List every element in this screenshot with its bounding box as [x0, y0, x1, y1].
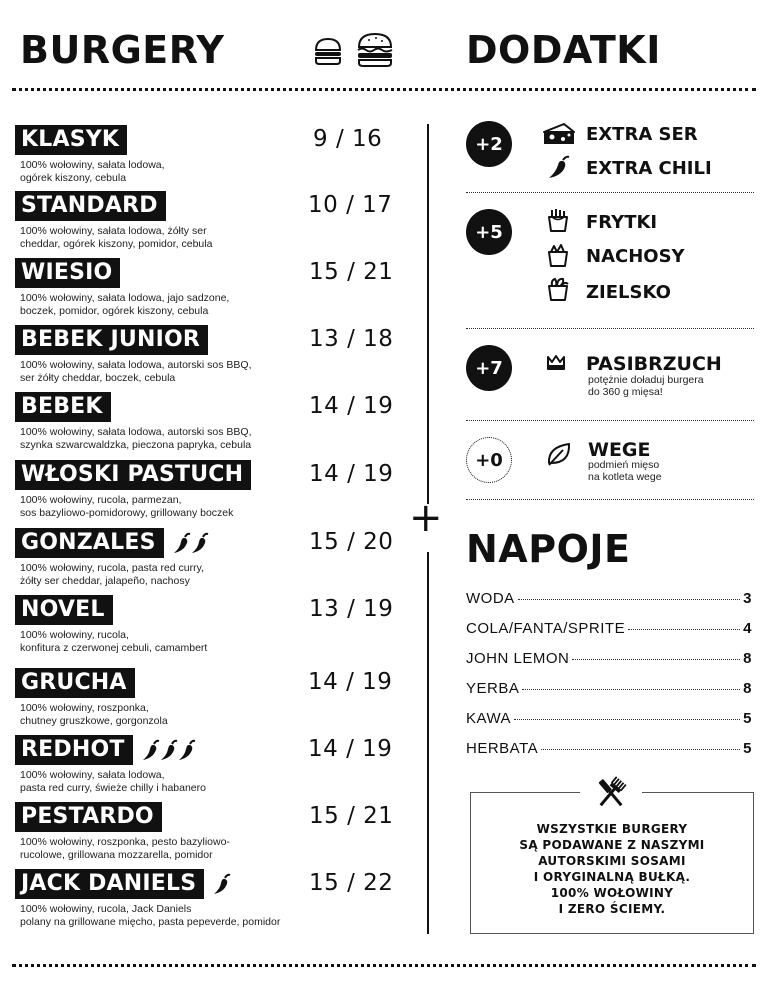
- drink-price: 4: [743, 620, 752, 637]
- drink-price: 8: [743, 680, 752, 697]
- burger-name: KLASYK: [15, 125, 127, 155]
- burgers-heading: BURGERY: [20, 28, 225, 72]
- drink-price: 5: [743, 740, 752, 757]
- chili-icon: [190, 532, 210, 559]
- burger-name: JACK DANIELS: [15, 869, 204, 899]
- extras-divider: [466, 192, 754, 193]
- cutlery-icon: [580, 774, 642, 812]
- burger-price: 15 / 22: [309, 870, 394, 896]
- extra-item-name: ZIELSKO: [586, 282, 671, 303]
- extra-item-name: EXTRA SER: [586, 124, 698, 145]
- extras-divider: [466, 328, 754, 329]
- burger-description: 100% wołowiny, roszponka, chutney gruszkowe, gorgonzola: [20, 702, 168, 727]
- extras-divider: [466, 420, 754, 421]
- burger-price: 13 / 18: [309, 326, 394, 352]
- burger-price: 9 / 16: [313, 126, 383, 152]
- drink-row: [466, 650, 752, 667]
- chili-rating: [212, 873, 230, 900]
- extra-item-name: NACHOSY: [586, 246, 685, 267]
- burger-name: GONZALES: [15, 528, 164, 558]
- burger-description: 100% wołowiny, roszponka, pesto bazyliowo- rucolowe, grillowana mozzarella, pomidor: [20, 836, 230, 861]
- extra-item-description: podmień mięso na kotleta wege: [588, 459, 662, 483]
- burger-small-icon: [313, 36, 343, 66]
- burger-price: 15 / 20: [309, 529, 394, 555]
- drink-name: KAWA: [466, 710, 512, 727]
- chili-icon: [212, 873, 232, 900]
- chili-rating: [172, 532, 208, 559]
- dotted-leader: [518, 599, 740, 600]
- extra-item-name: FRYTKI: [586, 212, 658, 233]
- burger-name: NOVEL: [15, 595, 113, 625]
- burger-big-icon: [356, 32, 394, 68]
- burger-price: 13 / 19: [309, 596, 394, 622]
- drink-price: 5: [743, 710, 752, 727]
- extra-price-badge: +5: [466, 209, 512, 255]
- burger-description: 100% wołowiny, rucola, parmezan, sos bazyliowo-pomidorowy, grillowany boczek: [20, 494, 234, 519]
- drink-row: [466, 680, 752, 697]
- burger-description: 100% wołowiny, rucola, pasta red curry, żółty ser cheddar, jalapeño, nachosy: [20, 562, 205, 587]
- column-divider-top: [427, 124, 429, 504]
- note-text: WSZYSTKIE BURGERY SĄ PODAWANE Z NASZYMI AUTORSKIMI SOSAMI I ORYGINALNĄ BUŁKĄ. 100% WOŁOWINY I ZERO ŚCIEMY.: [519, 822, 705, 916]
- drink-row: [466, 590, 752, 607]
- burger-description: 100% wołowiny, sałata lodowa, pasta red curry, świeże chilly i habanero: [20, 769, 206, 794]
- burger-description: 100% wołowiny, rucola, Jack Daniels polany na grillowane mięcho, pasta pepeverde, pomidor: [20, 903, 281, 928]
- burger-name: GRUCHA: [15, 668, 135, 698]
- burger-name: PESTARDO: [15, 802, 162, 832]
- plus-sign: +: [409, 495, 443, 541]
- burger-price: 10 / 17: [308, 192, 393, 218]
- crown-icon: [546, 353, 566, 371]
- burger-price: 15 / 21: [309, 803, 394, 829]
- extra-item-name: EXTRA CHILI: [586, 158, 712, 179]
- nachos-icon: [545, 242, 571, 268]
- burger-price: 14 / 19: [309, 393, 394, 419]
- extra-price-badge: +7: [466, 345, 512, 391]
- burger-price: 15 / 21: [309, 259, 394, 285]
- dotted-leader: [572, 659, 740, 660]
- burger-name: WŁOSKI PASTUCH: [15, 460, 251, 490]
- burger-price: 14 / 19: [309, 461, 394, 487]
- top-divider: [12, 88, 756, 91]
- burger-name: REDHOT: [15, 735, 133, 765]
- chili-icon: [172, 532, 192, 559]
- burger-price: 14 / 19: [308, 736, 393, 762]
- drink-row: [466, 620, 752, 637]
- extra-item-name: PASIBRZUCH: [586, 353, 722, 375]
- salad-icon: [545, 276, 571, 302]
- drinks-heading: NAPOJE: [466, 527, 631, 571]
- drink-row: [466, 740, 752, 757]
- burger-name: BEBEK: [15, 392, 111, 422]
- extra-price-badge: +0: [466, 437, 512, 483]
- burger-description: 100% wołowiny, sałata lodowa, autorski sos BBQ, szynka szwarcwaldzka, pieczona papryka, cebula: [20, 426, 252, 451]
- fries-icon: [545, 207, 571, 233]
- column-divider-bottom: [427, 552, 429, 934]
- drink-name: JOHN LEMON: [466, 650, 570, 667]
- drink-name: YERBA: [466, 680, 520, 697]
- extra-price-badge: +2: [466, 121, 512, 167]
- bottom-divider: [12, 964, 756, 967]
- drink-row: [466, 710, 752, 727]
- drink-price: 8: [743, 650, 752, 667]
- burger-description: 100% wołowiny, rucola, konfitura z czerwonej cebuli, camambert: [20, 629, 208, 654]
- dotted-leader: [541, 749, 740, 750]
- burger-name: STANDARD: [15, 191, 166, 221]
- extra-item-description: potężnie doładuj burgera do 360 g mięsa!: [588, 374, 704, 398]
- drink-name: HERBATA: [466, 740, 539, 757]
- note-box: [470, 792, 754, 934]
- drink-price: 3: [743, 590, 752, 607]
- burger-price: 14 / 19: [308, 669, 393, 695]
- dotted-leader: [628, 629, 740, 630]
- burger-name: WIESIO: [15, 258, 120, 288]
- drink-name: COLA/FANTA/SPRITE: [466, 620, 626, 637]
- dotted-leader: [514, 719, 740, 720]
- burger-name: BEBEK JUNIOR: [15, 325, 208, 355]
- leaf-icon: [545, 441, 573, 467]
- dotted-leader: [522, 689, 740, 690]
- chili-rating: [141, 739, 195, 766]
- burger-description: 100% wołowiny, sałata lodowa, autorski sos BBQ, ser żółty cheddar, boczek, cebula: [20, 359, 252, 384]
- chili-icon: [159, 739, 179, 766]
- burger-description: 100% wołowiny, sałata lodowa, jajo sadzone, boczek, pomidor, ogórek kiszony, cebula: [20, 292, 230, 317]
- burger-description: 100% wołowiny, sałata lodowa, ogórek kiszony, cebula: [20, 159, 165, 184]
- chili-icon: [177, 739, 197, 766]
- chili-icon: [141, 739, 161, 766]
- extras-heading: DODATKI: [466, 28, 661, 72]
- burger-description: 100% wołowiny, sałata lodowa, żółty ser cheddar, ogórek kiszony, pomidor, cebula: [20, 225, 213, 250]
- cheese-icon: [542, 122, 576, 146]
- drink-name: WODA: [466, 590, 515, 607]
- chili-icon: [546, 154, 572, 180]
- extras-divider: [466, 499, 754, 500]
- extra-item-name: WEGE: [588, 439, 651, 461]
